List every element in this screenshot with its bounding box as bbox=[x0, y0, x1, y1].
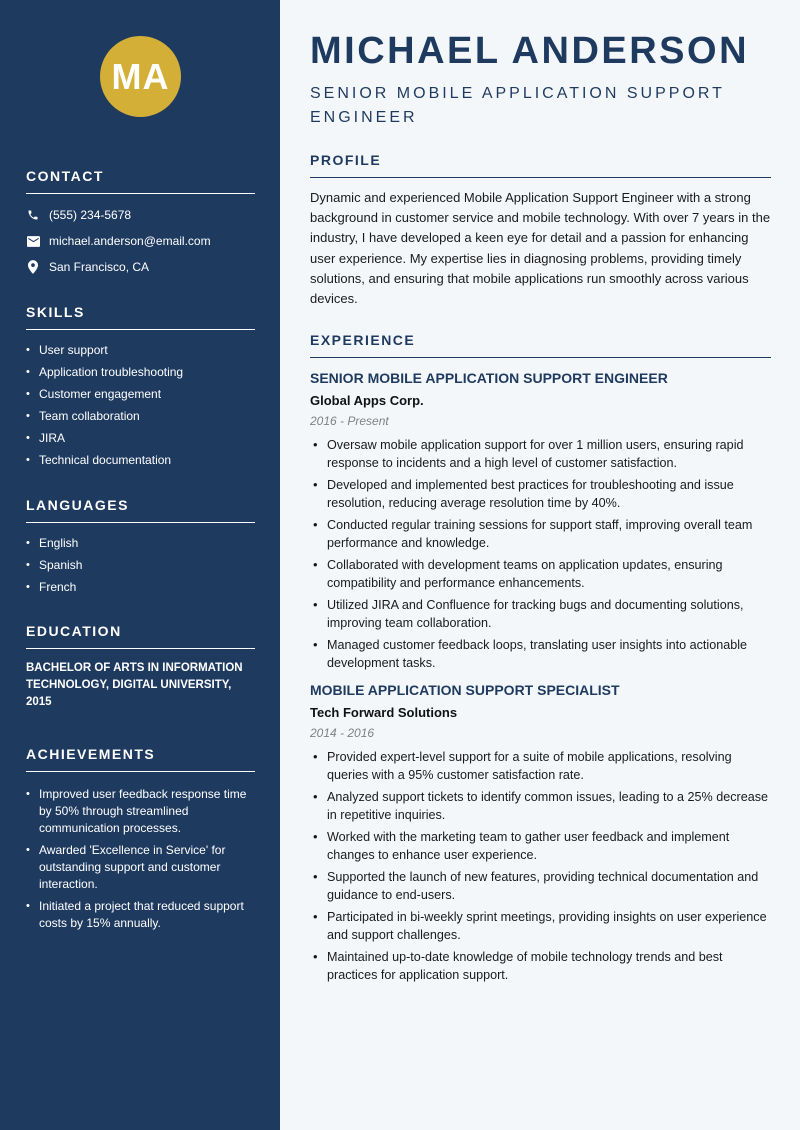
job-bullet: • Analyzed support tickets to identify common issues, leading to a 25% decrease in repetitive inquiries. bbox=[310, 788, 771, 824]
job-bullet: • Provided expert-level support for a suite of mobile applications, resolving queries with a 95% customer satisfaction rate. bbox=[310, 748, 771, 784]
candidate-name: MICHAEL ANDERSON bbox=[310, 30, 750, 72]
phone-text: (555) 234-5678 bbox=[49, 208, 132, 222]
job-bullet: • Utilized JIRA and Confluence for tracking bugs and documenting solutions, improving team collaboration. bbox=[310, 596, 771, 632]
experience-heading: EXPERIENCE bbox=[310, 332, 771, 358]
contact-phone[interactable] bbox=[26, 202, 255, 228]
location-pin-icon bbox=[26, 260, 40, 274]
job-headline: SENIOR MOBILE APPLICATION SUPPORT ENGINEER bbox=[310, 85, 725, 126]
skill-item: • Customer engagement bbox=[26, 383, 255, 405]
education-heading: EDUCATION bbox=[26, 623, 255, 649]
company-name: Tech Forward Solutions bbox=[310, 705, 458, 720]
languages-section bbox=[26, 497, 255, 598]
languages-heading: LANGUAGES bbox=[26, 497, 255, 523]
achievements-heading: ACHIEVEMENTS bbox=[26, 746, 255, 772]
contact-heading: CONTACT bbox=[26, 168, 255, 194]
language-item: • French bbox=[26, 576, 255, 598]
email-text: michael.anderson@email.com bbox=[49, 234, 211, 248]
profile-section bbox=[310, 152, 771, 309]
language-item: • English bbox=[26, 532, 255, 554]
contact-location bbox=[26, 254, 255, 280]
achievement-item: • Improved user feedback response time by 50% through streamlined communication processes. bbox=[26, 786, 255, 837]
job-dates: 2016 - Present bbox=[310, 414, 389, 428]
job-entry bbox=[310, 682, 771, 984]
job-bullet: • Collaborated with development teams on application updates, ensuring compatibility and performance enhancements. bbox=[310, 556, 771, 592]
achievement-item: • Awarded 'Excellence in Service' for outstanding support and customer interaction. bbox=[26, 842, 255, 893]
skill-item: • Technical documentation bbox=[26, 449, 255, 471]
job-bullet: • Developed and implemented best practices for troubleshooting and issue resolution, reducing average resolution time by 40%. bbox=[310, 476, 771, 512]
job-dates: 2014 - 2016 bbox=[310, 726, 375, 740]
job-bullet: • Maintained up-to-date knowledge of mobile technology trends and best practices for application support. bbox=[310, 948, 771, 984]
job-bullet: • Participated in bi-weekly sprint meetings, providing insights on user experience and support challenges. bbox=[310, 908, 771, 944]
skill-item: • Team collaboration bbox=[26, 405, 255, 427]
company-name: Global Apps Corp. bbox=[310, 393, 424, 408]
profile-heading: PROFILE bbox=[310, 152, 771, 178]
email-icon bbox=[26, 234, 40, 248]
skills-heading: SKILLS bbox=[26, 304, 255, 330]
skills-list bbox=[26, 339, 255, 471]
achievements-section bbox=[26, 746, 255, 937]
languages-list bbox=[26, 532, 255, 598]
contact-email[interactable] bbox=[26, 228, 255, 254]
avatar: MA bbox=[100, 36, 181, 117]
job-bullets bbox=[310, 436, 771, 672]
education-degree: BACHELOR OF ARTS IN INFORMATION TECHNOLOGY, DIGITAL UNIVERSITY, 2015 bbox=[26, 662, 243, 708]
education-section bbox=[26, 623, 255, 711]
achievements-list bbox=[26, 786, 255, 932]
location-text: San Francisco, CA bbox=[49, 260, 150, 274]
contact-section bbox=[26, 168, 255, 280]
job-bullet: • Managed customer feedback loops, translating user insights into actionable development tasks. bbox=[310, 636, 771, 672]
job-bullet: • Worked with the marketing team to gather user feedback and implement changes to enhance user experience. bbox=[310, 828, 771, 864]
skill-item: • Application troubleshooting bbox=[26, 361, 255, 383]
skill-item: • JIRA bbox=[26, 427, 255, 449]
job-bullet: • Supported the launch of new features, providing technical documentation and guidance to end-users. bbox=[310, 868, 771, 904]
skills-section bbox=[26, 304, 255, 471]
job-title: MOBILE APPLICATION SUPPORT SPECIALIST bbox=[310, 682, 620, 698]
job-title: SENIOR MOBILE APPLICATION SUPPORT ENGINEER bbox=[310, 370, 668, 386]
skill-item: • User support bbox=[26, 339, 255, 361]
achievement-item: • Initiated a project that reduced support costs by 15% annually. bbox=[26, 898, 255, 932]
job-entry bbox=[310, 370, 771, 672]
phone-icon bbox=[26, 208, 40, 222]
sidebar bbox=[0, 0, 280, 1130]
language-item: • Spanish bbox=[26, 554, 255, 576]
experience-section bbox=[310, 332, 771, 988]
job-bullets bbox=[310, 748, 771, 984]
job-bullet: • Conducted regular training sessions for support staff, improving overall team performance and knowledge. bbox=[310, 516, 771, 552]
profile-summary: Dynamic and experienced Mobile Application Support Engineer with a strong background in customer service and mobile technology. With over 7 years in the industry, I have developed a keen eye for detail and a passion for enhancing user experience. My expertise lies in diagnosing problems, providing timely solutions, and ensuring that mobile applications run smoothly across various devices. bbox=[310, 190, 771, 307]
job-bullet: • Oversaw mobile application support for over 1 million users, ensuring rapid response to incidents and a high level of customer satisfaction. bbox=[310, 436, 771, 472]
